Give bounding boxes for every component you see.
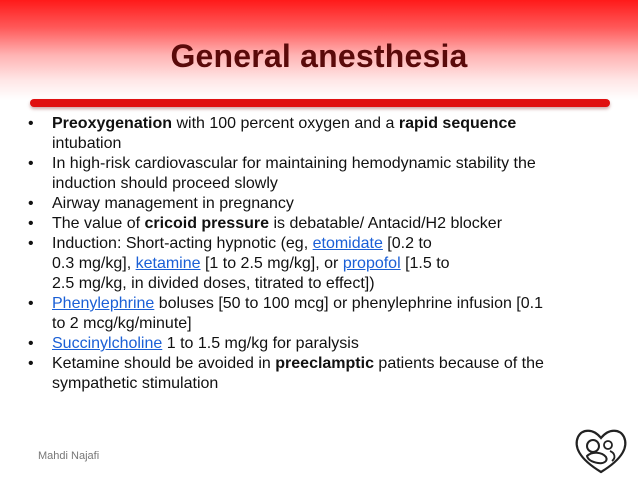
bullet-text: patients because of the sympathetic stimulation — [52, 355, 544, 392]
drug-link[interactable]: propofol — [342, 255, 401, 272]
bullet-text: [1 to 2.5 mg/kg], or — [200, 255, 343, 272]
bullet-dot-icon: • — [28, 115, 34, 132]
bullet-text: The value of — [52, 215, 145, 232]
drug-link[interactable]: Succinylcholine — [52, 335, 163, 352]
bullet-item — [26, 334, 616, 354]
drug-link[interactable]: Phenylephrine — [52, 295, 155, 312]
bullet-text: 1 to 1.5 mg/kg for paralysis — [162, 335, 359, 352]
bold-term: preeclamptic — [275, 355, 374, 372]
bullet-text: with 100 percent oxygen and a — [172, 115, 399, 132]
bullet-dot-icon: • — [28, 355, 34, 372]
bullet-text: Airway management in pregnancy — [52, 195, 294, 212]
bullet-item — [26, 154, 616, 194]
bullet-text: [0.2 to 0.3 mg/kg], — [52, 235, 432, 272]
bullet-item — [26, 294, 616, 334]
bold-term: Preoxygenation — [52, 115, 173, 132]
bullet-dot-icon: • — [28, 155, 34, 172]
bullet-text: Ketamine should be avoided in — [52, 355, 276, 372]
bullet-text: boluses [50 to 100 mcg] or phenylephrine infusion [0.1 to 2 mcg/kg/minute] — [52, 295, 543, 332]
bullet-dot-icon: • — [28, 215, 34, 232]
bullet-item — [26, 354, 616, 394]
title-underline-bar — [30, 99, 610, 107]
mother-baby-logo-icon — [570, 424, 632, 476]
drug-link[interactable]: etomidate — [312, 235, 383, 252]
bullet-text: In high-risk cardiovascular for maintaining hemodynamic stability the induction should proceed slowly — [52, 155, 536, 192]
footer-author: Mahdi Najafi — [38, 450, 100, 462]
bold-term: cricoid pressure — [144, 215, 269, 232]
bullet-item — [26, 114, 616, 154]
bullet-dot-icon: • — [28, 195, 34, 212]
bullet-dot-icon: • — [28, 235, 34, 252]
bullet-dot-icon: • — [28, 335, 34, 352]
slide-title: General anesthesia — [170, 38, 468, 74]
bullet-list — [26, 114, 616, 394]
bullet-item — [26, 194, 616, 214]
bold-term: rapid sequence — [398, 115, 517, 132]
bullet-item — [26, 214, 616, 234]
bullet-item — [26, 234, 616, 294]
bullet-text: Induction: Short-acting hypnotic (eg, — [52, 235, 313, 252]
drug-link[interactable]: ketamine — [135, 255, 201, 272]
bullet-text: intubation — [52, 135, 122, 152]
bullet-dot-icon: • — [28, 295, 34, 312]
bullet-text: is debatable/ Antacid/H2 blocker — [269, 215, 503, 232]
bullet-text: [1.5 to 2.5 mg/kg, in divided doses, titrated to effect]) — [52, 255, 450, 292]
